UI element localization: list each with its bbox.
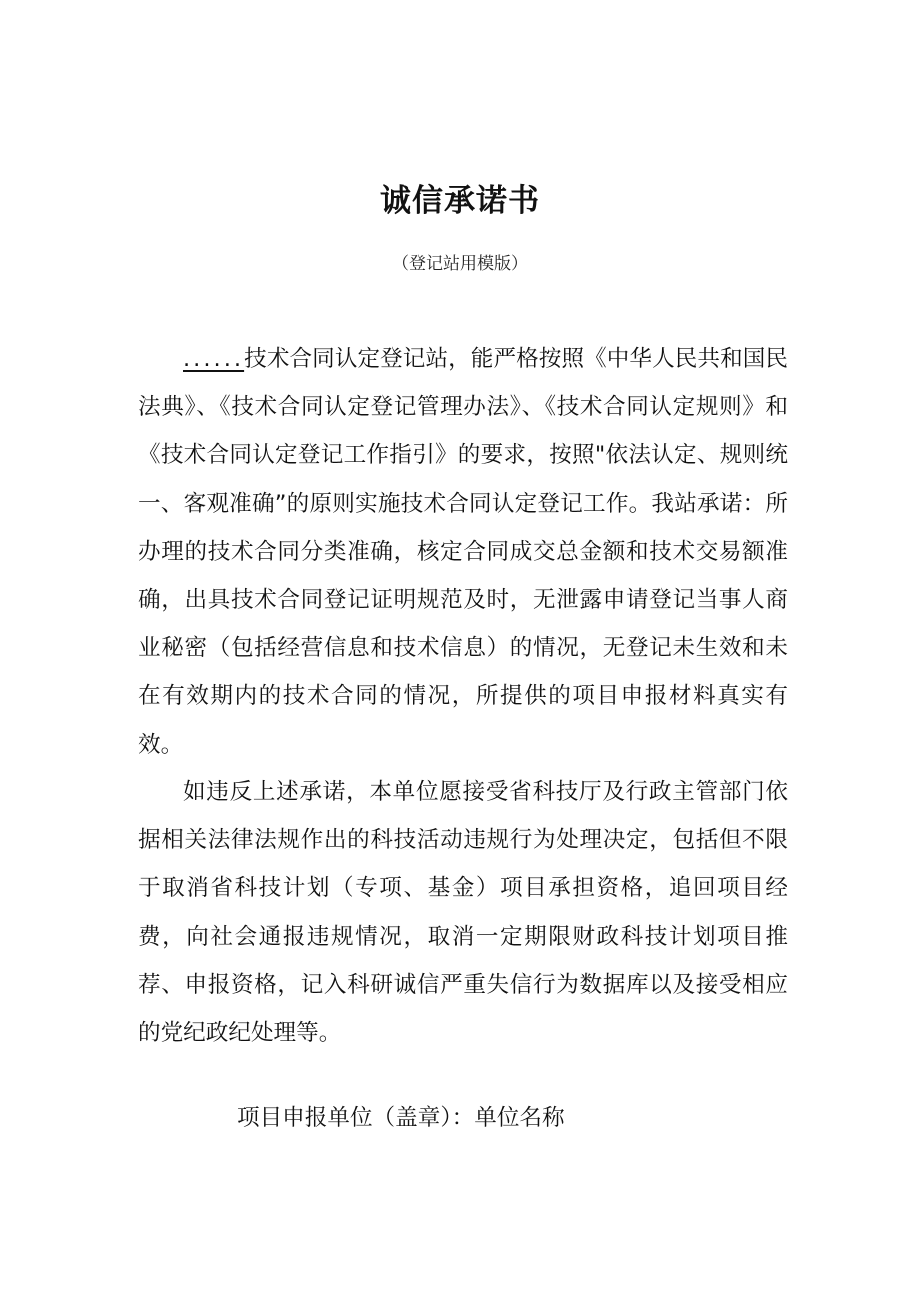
signature-line: 项目申报单位（盖章）：单位名称 (237, 1105, 565, 1131)
page-subtitle: （登记站用模版） (392, 254, 528, 274)
commitment-paragraph (138, 335, 788, 769)
commitment-text: 技术合同认定登记站，能严格按照《中华人民共和国民法典》、《技术合同认定登记管理办法》、《技术合同认定规则》和《技术合同认定登记工作指引》的要求，按照"依法认定、规则统一、客观准确”的原则实施技术合同认定登记工作。我站承诺：所办理的技术合同分类准确，核定合同成交总金额和技术交易额准确，出具技术合同登记证明规范及时，无泄露申请登记当事人商业秘密（包括经营信息和技术信息）的情况，无登记未生效和未在有效期内的技术合同的情况，所提供的项目申报材料真实有效。 (138, 346, 788, 758)
page-title: 诚信承诺书 (380, 183, 540, 219)
blank-fill-line: ...... (183, 346, 245, 372)
violation-paragraph: 如违反上述承诺，本单位愿接受省科技厅及行政主管部门依据相关法律法规作出的科技活动违规行为处理决定，包括但不限于取消省科技计划（专项、基金）项目承担资格，追回项目经费，向社会通报违规情况，取消一定期限财政科技计划项目推荐、申报资格，记入科研诚信严重失信行为数据库以及接受相应的党纪政纪处理等。 (138, 779, 788, 1047)
